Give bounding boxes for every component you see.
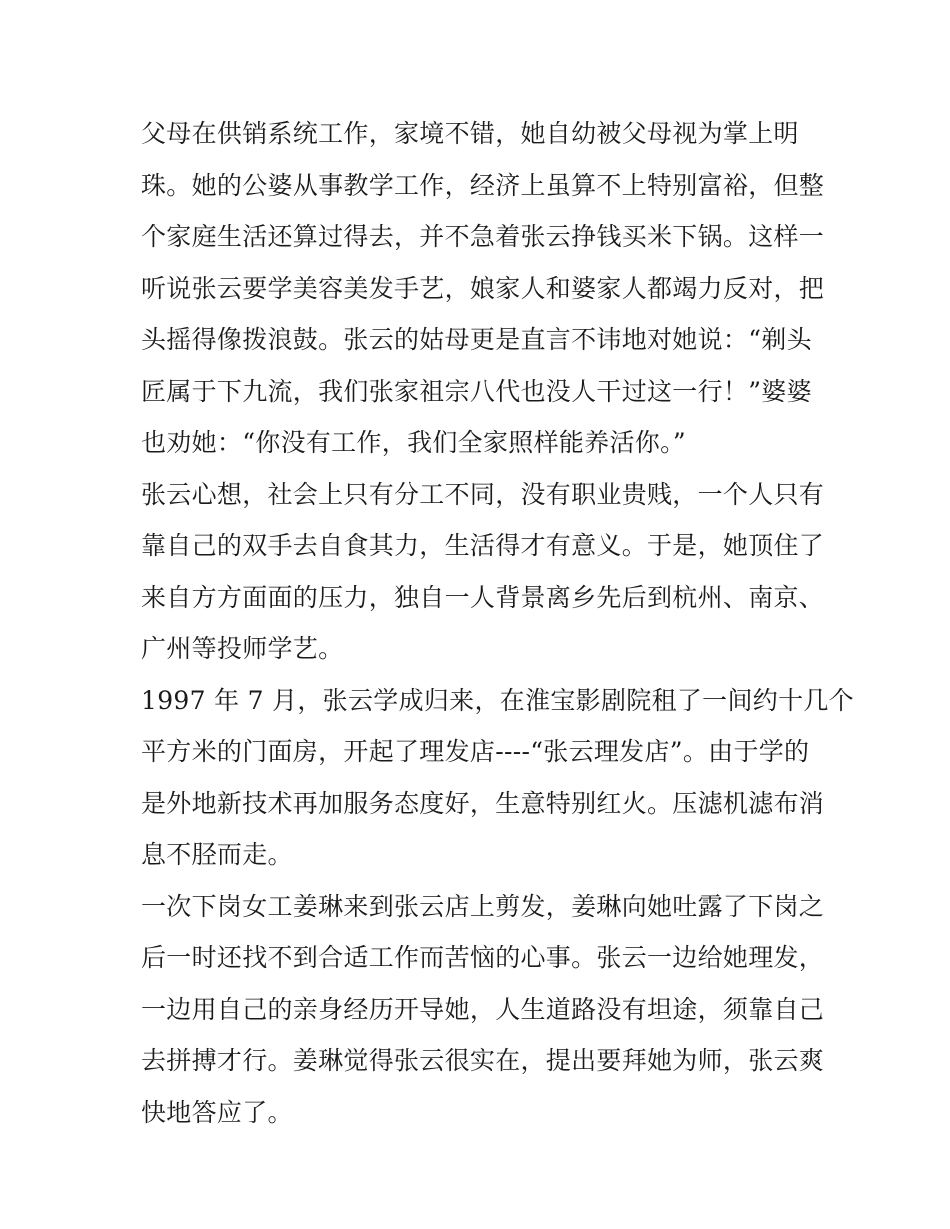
text-line-12: 1997 年 7 月，张云学成归来，在淮宝影剧院租了一间约十几个	[141, 685, 854, 715]
text-line-19: 去拼搏才行。姜琳觉得张云很实在，提出要拜她为师，张云爽	[141, 1046, 825, 1075]
body-text	[141, 108, 854, 1138]
text-line-7: 也劝她：“你没有工作，我们全家照样能养活你。”	[141, 428, 686, 457]
text-line-6: 匠属于下九流，我们张家祖宗八代也没人干过这一行！”婆婆	[141, 376, 812, 406]
text-line-17: 后一时还找不到合适工作而苦恼的心事。张云一边给她理发，	[141, 943, 825, 972]
text-line-10: 来自方方面面的压力，独自一人背景离乡先后到杭州、南京、	[141, 582, 825, 612]
text-line-15: 息不胫而走。	[141, 840, 293, 869]
text-line-1: 父母在供销系统工作，家境不错，她自幼被父母视为掌上明	[141, 119, 799, 148]
text-line-11: 广州等投师学艺。	[141, 634, 344, 663]
text-line-5: 头摇得像拨浪鼓。张云的姑母更是直言不讳地对她说：“剃头	[141, 325, 812, 354]
text-line-2: 珠。她的公婆从事教学工作，经济上虽算不上特别富裕，但整	[141, 170, 825, 200]
text-line-13: 平方米的门面房，开起了理发店----“张云理发店”。由于学的	[141, 737, 810, 766]
text-line-16: 一次下岗女工姜琳来到张云店上剪发，姜琳向她吐露了下岗之	[141, 891, 825, 921]
text-line-18: 一边用自己的亲身经历开导她，人生道路没有坦途，须靠自己	[141, 994, 825, 1024]
text-line-3: 个家庭生活还算过得去，并不急着张云挣钱买米下锅。这样一	[141, 222, 825, 251]
text-line-8: 张云心想，社会上只有分工不同，没有职业贵贱，一个人只有	[141, 479, 825, 509]
text-line-9: 靠自己的双手去自食其力，生活得才有意义。于是，她顶住了	[141, 531, 825, 560]
text-line-14: 是外地新技术再加服务态度好，生意特别红火。压滤机滤布消	[141, 788, 825, 818]
text-line-4: 听说张云要学美容美发手艺，娘家人和婆家人都竭力反对，把	[141, 273, 825, 303]
text-line-20: 快地答应了。	[141, 1097, 293, 1127]
